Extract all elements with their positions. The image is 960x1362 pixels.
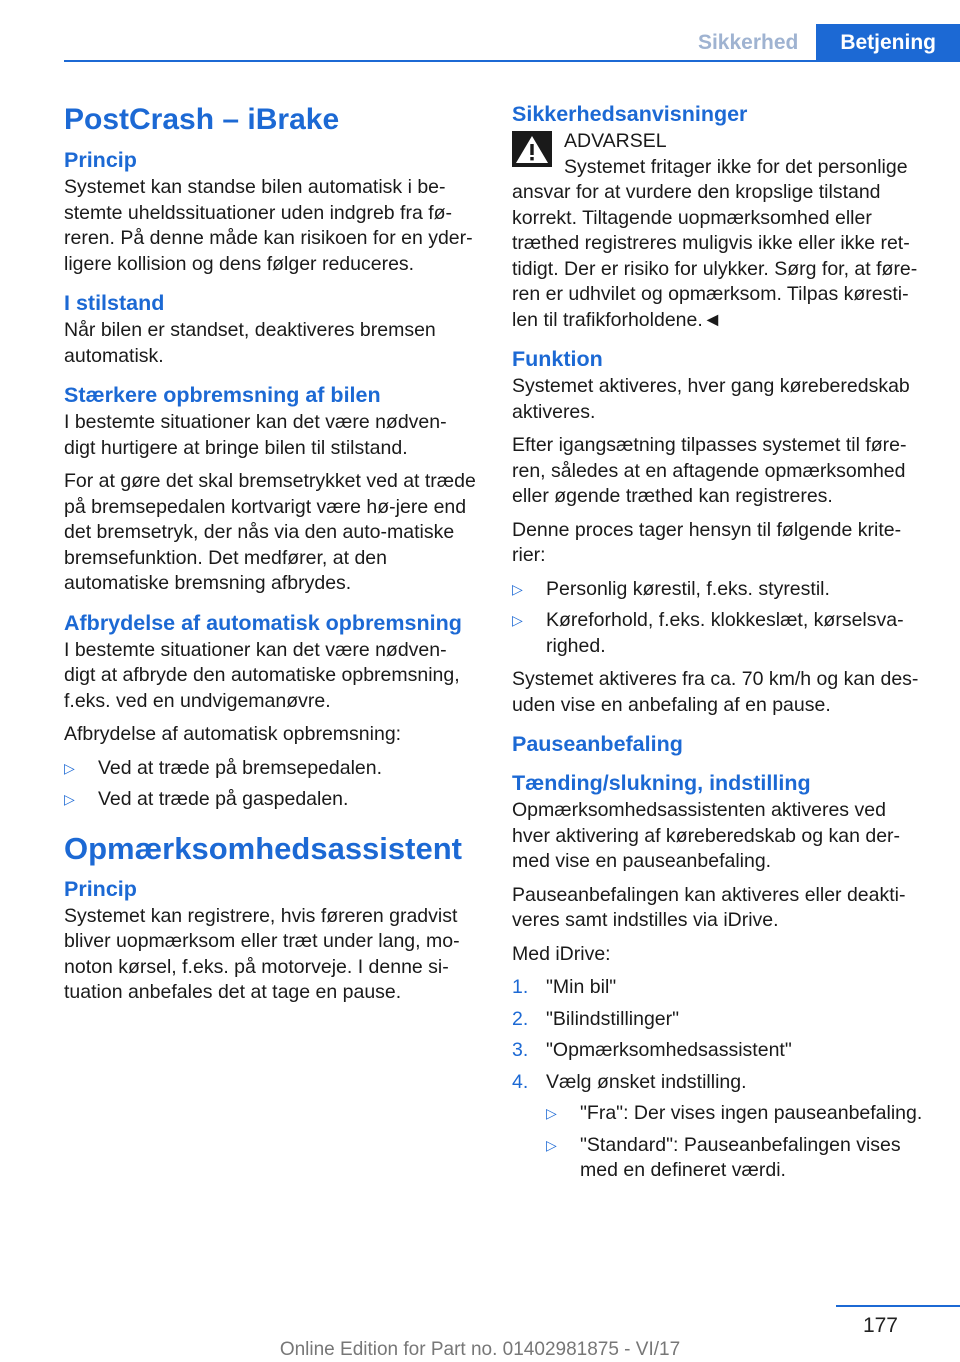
list-item (64, 756, 478, 782)
tab-betjening[interactable]: Betjening (816, 24, 960, 62)
list-item-text: "Standard": Pauseanbefalingen vises med en defineret værdi. (580, 1133, 901, 1181)
triangle-right-icon: ▷ (64, 791, 75, 807)
triangle-right-icon: ▷ (64, 759, 75, 776)
idrive-steps (512, 975, 926, 1184)
footer-rule (836, 1305, 960, 1307)
warning-label: ADVARSEL (564, 130, 667, 152)
toggle-text-3: Med iDrive: (512, 942, 611, 965)
step-text: "Min bil" (546, 976, 617, 998)
section-title-attention: Opmærksomhedsassistent (64, 830, 462, 866)
function-text-1: Systemet aktiveres, hver gang køreberedskab aktiveres. (512, 375, 910, 423)
step-item (512, 1007, 926, 1033)
list-item-text: Køreforhold, f.eks. klokkeslæt, kørselsva-righed. (546, 609, 904, 657)
heading-function: Funktion (512, 347, 603, 371)
section-title-postcrash: PostCrash – iBrake (64, 103, 340, 136)
function-text-4: Systemet aktiveres fra ca. 70 km/h og kan des-uden vise en anbefaling af en pause. (512, 668, 919, 716)
triangle-right-icon: ▷ (546, 1105, 557, 1121)
heading-attention-principle: Princip (64, 876, 137, 901)
function-text-3: Denne proces tager hensyn til følgende krite-rier: (512, 518, 902, 566)
list-item (512, 577, 926, 603)
heading-pause: Pauseanbefaling (512, 732, 683, 756)
warning-triangle-icon (512, 131, 552, 167)
list-item-text: Ved at træde på bremsepedalen. (98, 756, 383, 779)
heading-principle: Princip (64, 148, 137, 172)
stronger-text-2: For at gøre det skal bremsetrykket ved at træde på bremsepedalen kortvarigt være hø-jere end det bremsetryk, der nås via den auto-matiske bremsefunktion. Det medfører, at den automatiske bremsning afbrydes. (64, 470, 476, 594)
triangle-right-icon: ▷ (546, 1136, 557, 1153)
header-tabs (680, 24, 960, 62)
interrupt-text-1: I bestemte situationer kan det være nødven-digt at afbryde den automatiske opbremsning, f.eks. ved en undvigemanøvre. (64, 638, 460, 712)
function-text-2: Efter igangsætning tilpasses systemet til føre-ren, således at en aftagende opmærksomhed eller øgende træthed kan registreres. (512, 434, 907, 507)
triangle-right-icon: ▷ (512, 580, 523, 597)
standstill-text: Når bilen er standset, deaktiveres bremsen automatisk. (64, 319, 436, 367)
step-number: 3. (512, 1039, 529, 1061)
stronger-text-1: I bestemte situationer kan det være nødven-digt hurtigere at bringe bilen til stilstand. (64, 411, 447, 459)
step-number: 4. (512, 1070, 529, 1093)
left-column (64, 96, 478, 1014)
heading-interrupt: Afbrydelse af automatisk opbremsning (64, 610, 462, 635)
heading-safety: Sikkerhedsanvisninger (512, 102, 748, 126)
option-list (546, 1101, 926, 1184)
principle-text: Systemet kan standse bilen automatisk i be-stemte uheldssituationer uden indgreb fra fø-reren. På denne måde kan risikoen for en yder-ligere kollision og dens følger reduceres. (64, 176, 473, 275)
warning-block (512, 129, 926, 333)
tab-sikkerhed[interactable]: Sikkerhed (680, 24, 816, 62)
heading-toggle: Tænding/slukning, indstilling (512, 771, 811, 795)
list-item (64, 787, 478, 813)
step-text: "Opmærksomhedsassistent" (546, 1039, 792, 1061)
step-text: "Bilindstillinger" (546, 1007, 680, 1030)
step-item (512, 1070, 926, 1184)
criteria-list (512, 577, 926, 660)
list-item (512, 608, 926, 659)
interrupt-list (64, 756, 478, 813)
warning-text: Systemet fritager ikke for det personlige ansvar for at vurdere den kropslige tilstand korrekt. Tiltagende uopmærksomhed eller træthed registreres muligvis ikke eller ikke ret-tidigt. Der er risiko for ulykker. Sørg for, at føre-ren er udhvilet og opmærksom. Tilpas køresti-len til trafikforholdene.◄ (512, 155, 918, 331)
header-rule (64, 60, 960, 62)
attention-principle-text: Systemet kan registrere, hvis føreren gradvist bliver uopmærksom eller træt under lang, mo-noton kørsel, f.eks. på motorveje. I denne si-tuation anbefales det at tage en pause. (64, 904, 460, 1003)
step-item (512, 975, 926, 1001)
page-number: 177 (862, 1314, 898, 1337)
step-item (512, 1038, 926, 1064)
list-item-text: Ved at træde på gaspedalen. (98, 788, 349, 810)
list-item-text: "Fra": Der vises ingen pauseanbefaling. (580, 1102, 923, 1124)
triangle-right-icon: ▷ (512, 612, 523, 628)
toggle-text-1: Opmærksomhedsassistenten aktiveres ved hver aktivering af køreberedskab og kan der-med vise en pauseanbefaling. (512, 799, 901, 872)
step-text: Vælg ønsket indstilling. (546, 1070, 747, 1093)
list-item (546, 1101, 926, 1127)
footer-edition: Online Edition for Part no. 01402981875 - VI/17 (279, 1339, 681, 1360)
list-item-text: Personlig kørestil, f.eks. styrestil. (546, 577, 830, 600)
step-number: 1. (512, 976, 529, 998)
heading-standstill: I stilstand (64, 291, 165, 315)
heading-stronger-braking: Stærkere opbremsning af bilen (64, 383, 381, 407)
right-column (512, 96, 926, 1192)
step-number: 2. (512, 1007, 529, 1030)
list-item (546, 1133, 926, 1184)
interrupt-text-2: Afbrydelse af automatisk opbremsning: (64, 723, 402, 745)
toggle-text-2: Pauseanbefalingen kan aktiveres eller deakti-veres samt indstilles via iDrive. (512, 883, 906, 931)
